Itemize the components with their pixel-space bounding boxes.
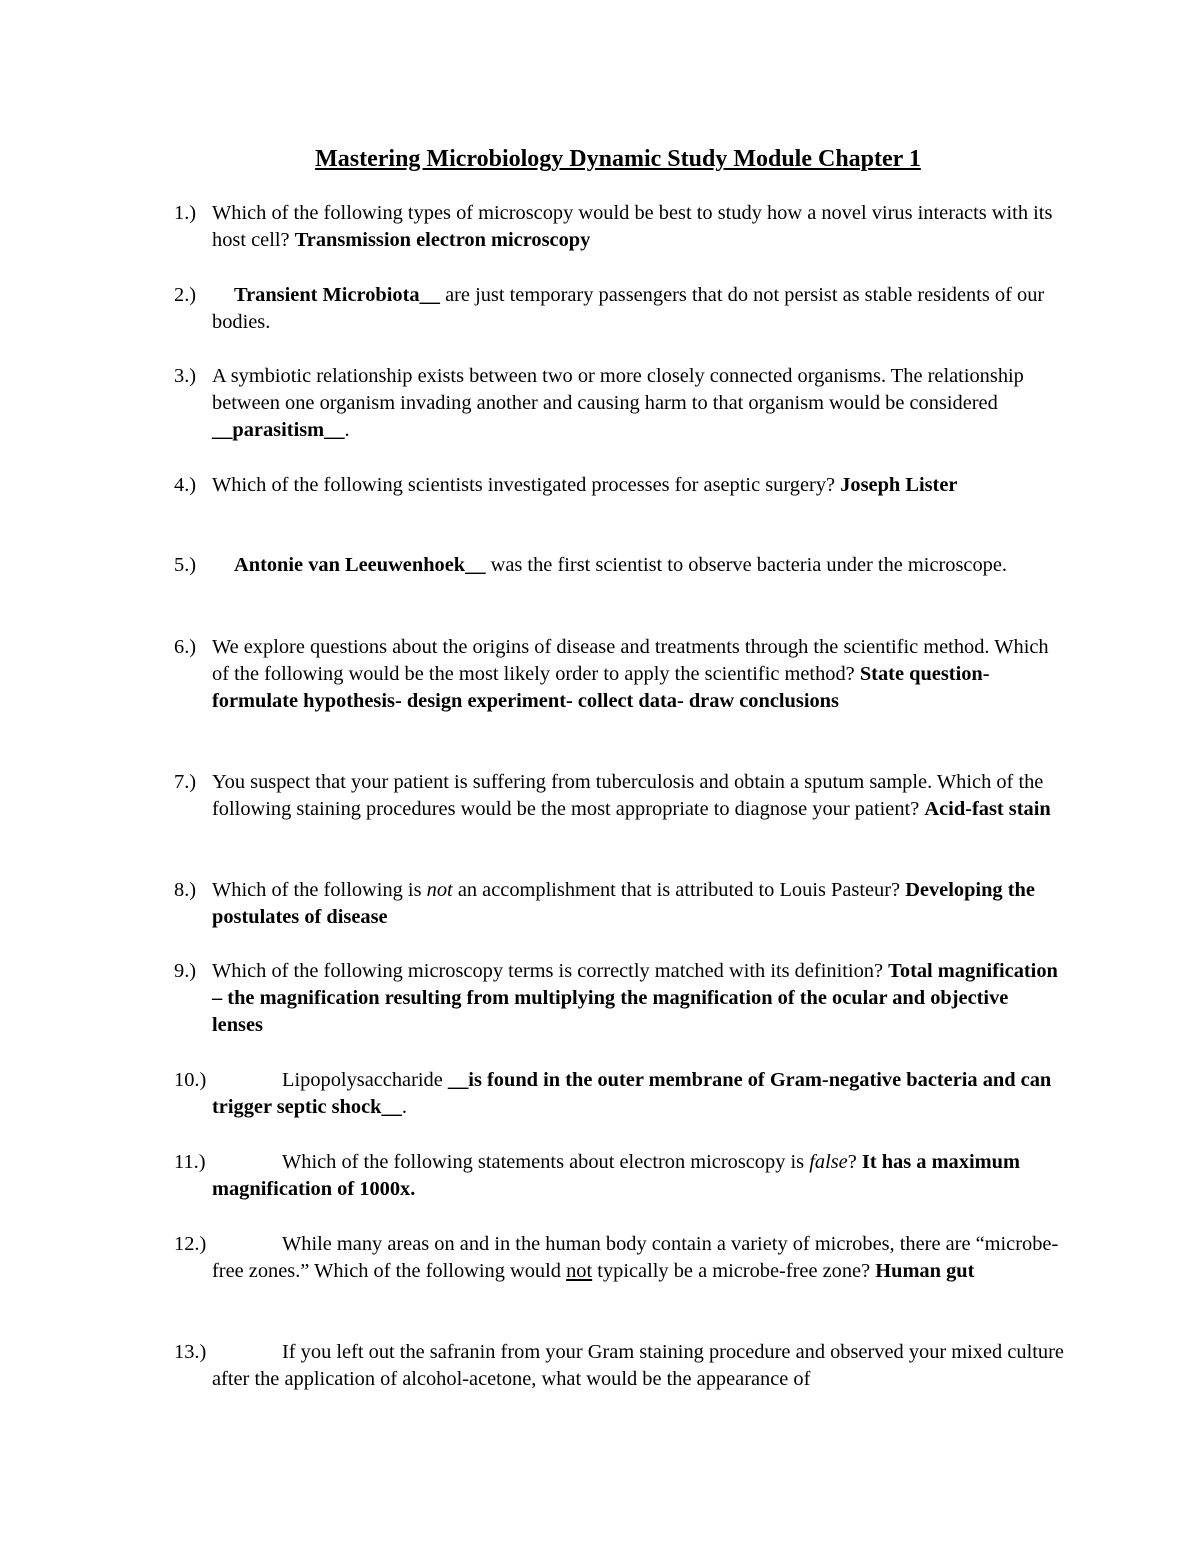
question-number: 11.) (174, 1151, 206, 1173)
answer-text: Human gut (875, 1260, 975, 1282)
question-tail: . (401, 1096, 408, 1118)
question-tail: . (344, 419, 350, 441)
question-3 (174, 363, 1064, 444)
question-8 (174, 877, 1064, 931)
question-number: 10.) (174, 1069, 207, 1091)
question-number: 3.) (174, 365, 197, 387)
question-text-continued: ? (847, 1151, 857, 1173)
question-number: 2.) (174, 284, 197, 306)
question-number: 7.) (174, 771, 197, 793)
question-7 (174, 769, 1064, 823)
document-title: Mastering Microbiology Dynamic Study Module Chapter 1 (315, 146, 921, 172)
question-text: was the first scientist to observe bacteria under the microscope. (490, 554, 1008, 576)
question-11 (174, 1149, 1064, 1203)
question-text-continued: an accomplishment that is attributed to Louis Pasteur? (457, 879, 901, 901)
question-text: You suspect that your patient is suffering from tuberculosis and obtain a sputum sample. Which of the following staining procedures would be the most appropriate to diagnose your patient? (212, 771, 1044, 820)
question-underline: not (566, 1260, 593, 1282)
question-9 (174, 958, 1064, 1039)
question-text: If you left out the safranin from your Gram staining procedure and observed your mixed culture after the application of alcohol-acetone, what would be the appearance of (212, 1341, 1064, 1390)
answer-text: Acid-fast stain (924, 798, 1051, 820)
question-text: Which of the following statements about electron microscopy is (282, 1151, 805, 1173)
question-emphasis: false (809, 1151, 848, 1173)
question-10 (174, 1067, 1064, 1121)
question-number: 13.) (174, 1341, 207, 1363)
answer-text: __is found in the outer membrane of Gram-negative bacteria and can trigger septic shock__ (212, 1069, 1052, 1118)
question-text: Which of the following scientists investigated processes for aseptic surgery? (212, 474, 836, 496)
question-number: 4.) (174, 474, 197, 496)
answer-text: It has a maximum magnification of 1000x. (212, 1151, 1020, 1200)
question-1 (174, 200, 1064, 254)
answer-text: Developing the postulates of disease (212, 879, 1035, 928)
question-6 (174, 634, 1064, 715)
question-5 (174, 552, 1064, 579)
answer-text: Transmission electron microscopy (294, 229, 591, 251)
question-13 (174, 1339, 1064, 1393)
question-2 (174, 282, 1064, 336)
question-text: We explore questions about the origins of disease and treatments through the scientific method. Which of the following would be the most likely order to apply the scientific method? (212, 636, 1049, 685)
question-text: are just temporary passengers that do not persist as stable residents of our bodies. (212, 284, 1045, 333)
question-text: Lipopolysaccharide (282, 1069, 443, 1091)
question-number: 5.) (174, 554, 197, 576)
question-text: Which of the following microscopy terms is correctly matched with its definition? (212, 960, 884, 982)
question-12 (174, 1231, 1064, 1285)
question-text: Which of the following is (212, 879, 422, 901)
question-number: 6.) (174, 636, 197, 658)
question-text: A symbiotic relationship exists between two or more closely connected organisms. The relationship between one organism invading another and causing harm to that organism would be considered (212, 365, 1024, 414)
answer-text: Joseph Lister (840, 474, 958, 496)
question-emphasis: not (426, 879, 453, 901)
answer-text: Transient Microbiota (234, 284, 420, 306)
question-number: 9.) (174, 960, 197, 982)
question-number: 12.) (174, 1233, 207, 1255)
question-text: Which of the following types of microscopy would be best to study how a novel virus interacts with its host cell? (212, 202, 1053, 251)
answer-text: State question- formulate hypothesis- design experiment- collect data- draw conclusions (212, 663, 990, 712)
question-4 (174, 472, 1064, 499)
question-number: 8.) (174, 879, 197, 901)
question-number: 1.) (174, 202, 197, 224)
answer-text: Total magnification – the magnification resulting from multiplying the magnification of the ocular and objective lenses (212, 960, 1058, 1036)
answer-blank: __ (419, 284, 440, 306)
question-text: While many areas on and in the human body contain a variety of microbes, there are “microbe-free zones.” Which of the following would (212, 1233, 1059, 1282)
answer-text: __parasitism__ (212, 419, 345, 441)
answer-blank: __ (465, 554, 486, 576)
answer-text: Antonie van Leeuwenhoek (234, 554, 466, 576)
question-text-continued: typically be a microbe-free zone? (597, 1260, 871, 1282)
